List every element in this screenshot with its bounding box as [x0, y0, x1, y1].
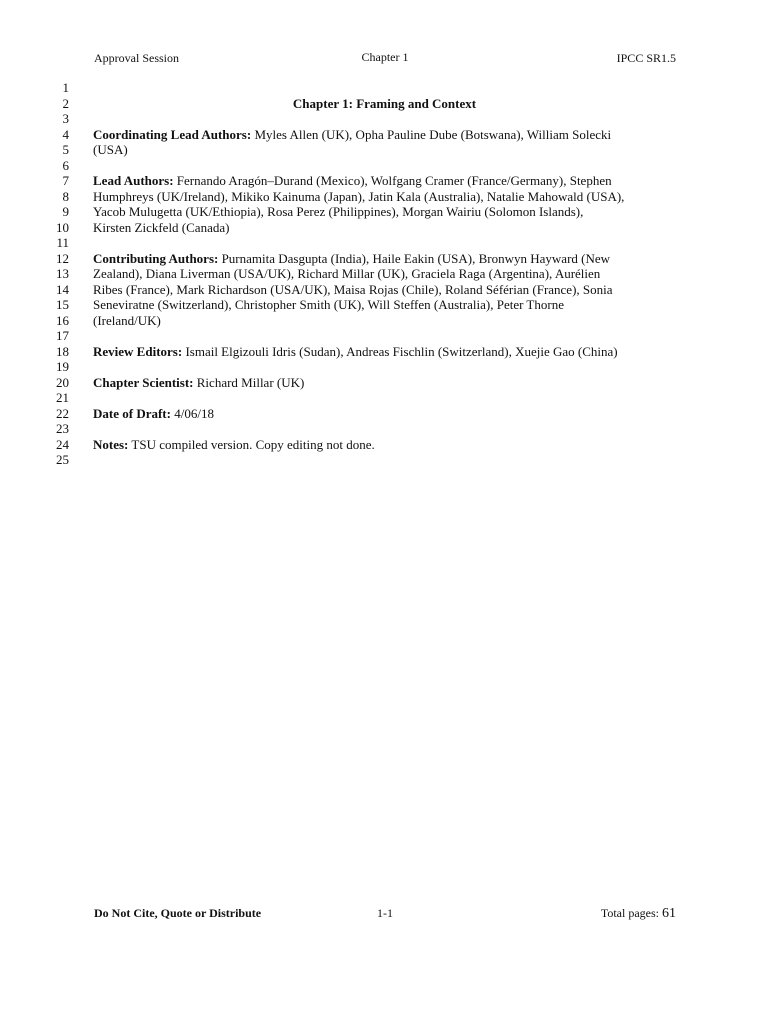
notes-line — [93, 437, 375, 453]
line-number: 13 — [56, 266, 69, 281]
line-number: 9 — [62, 204, 69, 219]
contributing-authors-text: Ribes (France), Mark Richardson (USA/UK), Maisa Rojas (Chile), Roland Séférian (France), Sonia — [93, 281, 613, 297]
review-editors-text: Ismail Elgizouli Idris (Sudan), Andreas Fischlin (Switzerland), Xuejie Gao (China) — [182, 343, 618, 359]
line-number: 24 — [56, 436, 69, 452]
document-body — [0, 80, 768, 468]
line-number: 23 — [56, 421, 69, 436]
line-number: 20 — [56, 374, 69, 390]
line-number: 10 — [56, 219, 69, 235]
line-number: 22 — [56, 405, 69, 421]
header-report: IPCC SR1.5 — [616, 50, 676, 65]
date-of-draft-label: Date of Draft: — [93, 405, 171, 421]
line-number: 12 — [56, 250, 69, 266]
line-number: 17 — [56, 328, 69, 343]
chapter-scientist-line — [93, 375, 304, 391]
lead-authors-text: Humphreys (UK/Ireland), Mikiko Kainuma (Japan), Jatin Kala (Australia), Natalie Mahowald (USA), — [93, 188, 625, 204]
line-number: 7 — [62, 173, 69, 188]
lead-authors-line — [93, 173, 612, 189]
chapter-scientist-label: Chapter Scientist: — [93, 374, 194, 390]
lead-authors-text: Yacob Mulugetta (UK/Ethiopia), Rosa Perez (Philippines), Morgan Wairiu (Solomon Islands), — [93, 204, 584, 219]
footer-total-pages-value: 61 — [662, 906, 676, 921]
notes-text: TSU compiled version. Copy editing not done. — [128, 436, 375, 452]
header-chapter: Chapter 1 — [361, 50, 409, 64]
line-number: 14 — [56, 281, 69, 297]
line-number: 1 — [62, 80, 69, 95]
line-number: 3 — [62, 111, 69, 126]
coordinating-lead-authors-text: (USA) — [93, 142, 128, 157]
date-of-draft-text: 4/06/18 — [170, 405, 214, 421]
line-number: 15 — [56, 297, 69, 312]
footer-page-number: 1-1 — [377, 906, 393, 920]
contributing-authors-text: Seneviratne (Switzerland), Christopher Smith (UK), Will Steffen (Australia), Peter Thorne — [93, 297, 564, 312]
line-number: 21 — [56, 390, 69, 405]
coordinating-lead-authors-text: Myles Allen (UK), Opha Pauline Dube (Botswana), William Solecki — [251, 126, 612, 142]
line-number: 2 — [62, 95, 69, 111]
line-number: 5 — [62, 142, 69, 157]
lead-authors-text: Kirsten Zickfeld (Canada) — [93, 219, 230, 235]
page-footer — [94, 906, 676, 922]
review-editors-label: Review Editors: — [93, 343, 183, 359]
contributing-authors-text: (Ireland/UK) — [93, 312, 161, 328]
line-number: 25 — [56, 452, 69, 467]
line-number: 4 — [62, 126, 69, 142]
coordinating-lead-authors-label: Coordinating Lead Authors: — [93, 126, 252, 142]
line-number: 8 — [62, 188, 69, 204]
contributing-authors-line — [93, 251, 610, 267]
page-header — [94, 50, 676, 66]
contributing-authors-text: Purnamita Dasgupta (India), Haile Eakin (USA), Bronwyn Hayward (New — [218, 250, 611, 266]
line-number: 11 — [56, 235, 69, 250]
review-editors-line — [93, 344, 618, 360]
coordinating-lead-authors-line — [93, 127, 611, 143]
notes-label: Notes: — [93, 436, 129, 452]
lead-authors-text: Fernando Aragón–Durand (Mexico), Wolfgang Cramer (France/Germany), Stephen — [173, 173, 612, 188]
line-number: 16 — [56, 312, 69, 328]
contributing-authors-text: Zealand), Diana Liverman (USA/UK), Richard Millar (UK), Graciela Raga (Argentina), Aurélien — [93, 266, 601, 281]
chapter-scientist-text: Richard Millar (UK) — [193, 374, 305, 390]
line-number: 6 — [62, 157, 69, 173]
lead-authors-label: Lead Authors: — [93, 173, 174, 188]
footer-total-pages-label: Total pages: — [600, 906, 662, 920]
contributing-authors-label: Contributing Authors: — [93, 250, 219, 266]
footer-disclaimer: Do Not Cite, Quote or Distribute — [94, 906, 262, 920]
date-of-draft-line — [93, 406, 214, 422]
line-number: 18 — [56, 343, 69, 359]
chapter-title: Chapter 1: Framing and Context — [292, 95, 477, 111]
header-session: Approval Session — [94, 50, 179, 65]
line-number: 19 — [56, 359, 69, 374]
